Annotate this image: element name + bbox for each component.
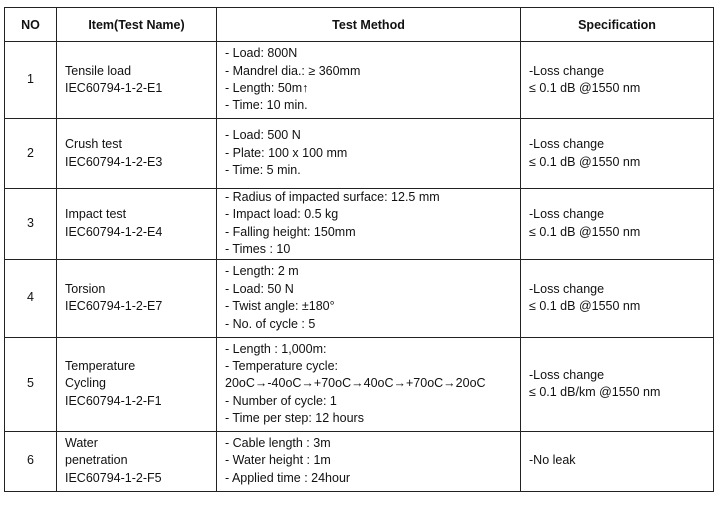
method-line: - Load: 500 N — [225, 128, 301, 143]
spec-line: -Loss change — [529, 137, 605, 152]
spec-cell — [521, 42, 714, 119]
row-number: 2 — [5, 119, 57, 189]
spec-line: -Loss change — [529, 63, 605, 78]
method-line: - Mandrel dia.: ≥ 360mm — [225, 63, 361, 78]
method-line: - Twist angle: ±180° — [225, 299, 335, 314]
method-line: - Plate: 100 x 100 mm — [225, 145, 348, 160]
item-cell — [57, 431, 217, 491]
method-line: - Length: 50m↑ — [225, 81, 309, 95]
item-cell — [57, 119, 217, 189]
spec-line: -Loss change — [529, 367, 605, 382]
method-line: - Impact load: 0.5 kg — [225, 207, 339, 222]
method-cell — [217, 189, 521, 260]
item-line: IEC60794-1-2-E7 — [65, 299, 163, 314]
method-line: - Temperature cycle: — [225, 359, 339, 374]
table-row — [5, 189, 714, 260]
spec-line: ≤ 0.1 dB @1550 nm — [529, 154, 641, 169]
method-cell — [217, 431, 521, 491]
method-line: - Time: 10 min. — [225, 98, 308, 113]
spec-line: ≤ 0.1 dB @1550 nm — [529, 299, 641, 314]
item-line: Crush test — [65, 137, 122, 152]
item-line: IEC60794-1-2-E4 — [65, 224, 163, 239]
table-row — [5, 431, 714, 491]
item-line: Cycling — [65, 376, 106, 391]
spec-cell — [521, 189, 714, 260]
item-line: Water — [65, 436, 98, 451]
method-line: - Time per step: 12 hours — [225, 411, 364, 426]
spec-cell — [521, 337, 714, 431]
row-number: 3 — [5, 189, 57, 260]
row-number: 6 — [5, 431, 57, 491]
item-line: IEC60794-1-2-E1 — [65, 81, 163, 95]
spec-cell — [521, 259, 714, 337]
item-cell — [57, 337, 217, 431]
method-line: - Length: 2 m — [225, 264, 299, 279]
item-line: Impact test — [65, 207, 127, 222]
method-line: - Time: 5 min. — [225, 163, 301, 178]
item-line: Tensile load — [65, 63, 132, 78]
method-cell — [217, 119, 521, 189]
spec-cell — [521, 119, 714, 189]
item-cell — [57, 189, 217, 260]
item-line: IEC60794-1-2-F1 — [65, 393, 162, 408]
header-no: NO — [5, 8, 57, 42]
method-line: - No. of cycle : 5 — [225, 316, 316, 331]
table-row — [5, 119, 714, 189]
spec-line: ≤ 0.1 dB @1550 nm — [529, 81, 641, 95]
header-item: Item(Test Name) — [57, 8, 217, 42]
header-specification: Specification — [521, 8, 714, 42]
method-cell — [217, 337, 521, 431]
item-line: Torsion — [65, 281, 106, 296]
method-line: 20oC→-40oC→+70oC→40oC→+70oC→20oC — [225, 376, 486, 391]
row-number: 1 — [5, 42, 57, 119]
header-test-method: Test Method — [217, 8, 521, 42]
table-row — [5, 42, 714, 119]
item-line: penetration — [65, 453, 128, 468]
row-number: 4 — [5, 259, 57, 337]
row-number: 5 — [5, 337, 57, 431]
method-line: - Load: 50 N — [225, 281, 294, 296]
spec-line: -Loss change — [529, 207, 605, 222]
item-line: Temperature — [65, 359, 136, 374]
spec-cell — [521, 431, 714, 491]
method-line: - Falling height: 150mm — [225, 224, 356, 239]
spec-line: -Loss change — [529, 281, 605, 296]
item-line: IEC60794-1-2-E3 — [65, 154, 163, 169]
spec-line: ≤ 0.1 dB/km @1550 nm — [529, 385, 661, 400]
method-line: - Length : 1,000m: — [225, 341, 327, 356]
method-line: - Number of cycle: 1 — [225, 393, 337, 408]
method-line: - Water height : 1m — [225, 453, 331, 468]
test-spec-table — [4, 7, 714, 492]
method-cell — [217, 42, 521, 119]
spec-line: ≤ 0.1 dB @1550 nm — [529, 224, 641, 239]
header-row — [5, 8, 714, 42]
table-row — [5, 337, 714, 431]
method-line: - Times : 10 — [225, 242, 291, 257]
spec-line: -No leak — [529, 453, 576, 468]
method-line: - Applied time : 24hour — [225, 470, 351, 485]
method-line: - Cable length : 3m — [225, 436, 331, 451]
item-cell — [57, 259, 217, 337]
table-row — [5, 259, 714, 337]
method-line: - Radius of impacted surface: 12.5 mm — [225, 190, 440, 204]
item-cell — [57, 42, 217, 119]
method-cell — [217, 259, 521, 337]
item-line: IEC60794-1-2-F5 — [65, 470, 162, 485]
method-line: - Load: 800N — [225, 46, 298, 61]
